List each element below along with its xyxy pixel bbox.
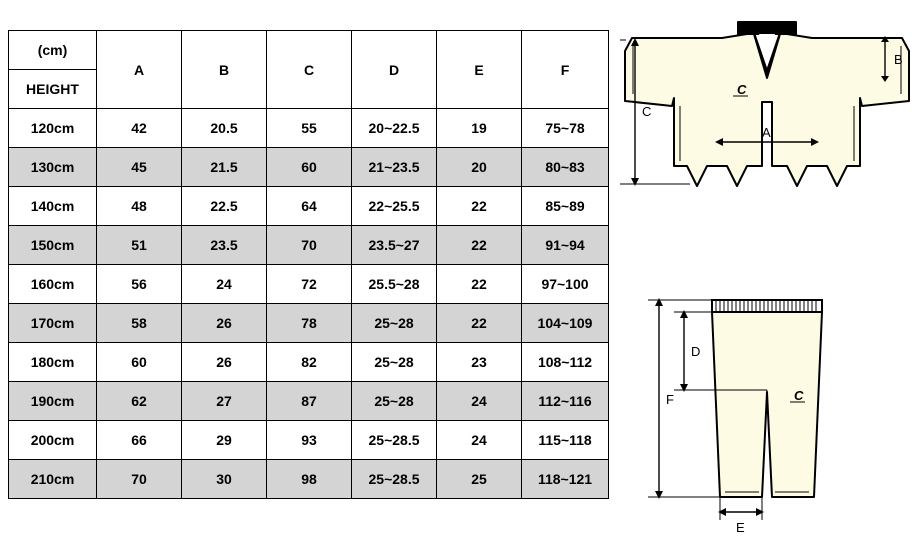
table-row <box>9 265 609 304</box>
pants-waistband <box>712 300 822 312</box>
cell-e: 24 <box>437 421 522 460</box>
cell-d: 25~28.5 <box>352 460 437 499</box>
header-height-label: HEIGHT <box>9 70 97 109</box>
row-height: 150cm <box>9 226 97 265</box>
table-row <box>9 109 609 148</box>
cell-b: 29 <box>182 421 267 460</box>
cell-f: 85~89 <box>522 187 609 226</box>
cell-c: 82 <box>267 343 352 382</box>
table-row <box>9 226 609 265</box>
cell-e: 22 <box>437 265 522 304</box>
cell-a: 62 <box>97 382 182 421</box>
cell-c: 55 <box>267 109 352 148</box>
row-height: 190cm <box>9 382 97 421</box>
header-col-b: B <box>182 31 267 109</box>
cell-a: 58 <box>97 304 182 343</box>
dimension-label-f: F <box>666 392 674 407</box>
dimension-label-d: D <box>691 344 701 359</box>
cell-a: 60 <box>97 343 182 382</box>
cell-d: 25~28 <box>352 343 437 382</box>
table-row <box>9 148 609 187</box>
cell-d: 25~28 <box>352 304 437 343</box>
cell-e: 25 <box>437 460 522 499</box>
header-col-e: E <box>437 31 522 109</box>
header-col-f: F <box>522 31 609 109</box>
table-body <box>9 109 609 499</box>
dimension-e <box>718 498 764 535</box>
row-height: 130cm <box>9 148 97 187</box>
cell-d: 25~28.5 <box>352 421 437 460</box>
cell-a: 48 <box>97 187 182 226</box>
cell-a: 66 <box>97 421 182 460</box>
cell-f: 91~94 <box>522 226 609 265</box>
row-height: 210cm <box>9 460 97 499</box>
cell-b: 26 <box>182 343 267 382</box>
cell-c: 60 <box>267 148 352 187</box>
cell-c: 93 <box>267 421 352 460</box>
jacket-diagram <box>612 6 921 236</box>
cell-d: 20~22.5 <box>352 109 437 148</box>
svg-text:C: C <box>737 82 747 97</box>
cell-e: 22 <box>437 304 522 343</box>
cell-e: 19 <box>437 109 522 148</box>
cell-a: 42 <box>97 109 182 148</box>
cell-d: 25.5~28 <box>352 265 437 304</box>
cell-d: 25~28 <box>352 382 437 421</box>
cell-b: 20.5 <box>182 109 267 148</box>
size-chart-table <box>8 30 609 499</box>
row-height: 170cm <box>9 304 97 343</box>
table-row <box>9 460 609 499</box>
row-height: 140cm <box>9 187 97 226</box>
cell-e: 20 <box>437 148 522 187</box>
dimension-label-a: A <box>762 125 771 140</box>
dimension-label-b: B <box>894 52 903 67</box>
pants-diagram <box>612 282 921 537</box>
size-chart-table-container <box>8 30 608 499</box>
header-col-c: C <box>267 31 352 109</box>
cell-d: 22~25.5 <box>352 187 437 226</box>
cell-a: 45 <box>97 148 182 187</box>
table-row <box>9 304 609 343</box>
cell-a: 56 <box>97 265 182 304</box>
cell-e: 24 <box>437 382 522 421</box>
cell-b: 27 <box>182 382 267 421</box>
cell-b: 24 <box>182 265 267 304</box>
dimension-label-e: E <box>736 520 745 535</box>
header-col-a: A <box>97 31 182 109</box>
cell-c: 87 <box>267 382 352 421</box>
svg-text:C: C <box>794 388 804 403</box>
table-row <box>9 187 609 226</box>
cell-b: 22.5 <box>182 187 267 226</box>
cell-e: 23 <box>437 343 522 382</box>
row-height: 180cm <box>9 343 97 382</box>
cell-a: 70 <box>97 460 182 499</box>
cell-c: 64 <box>267 187 352 226</box>
cell-f: 104~109 <box>522 304 609 343</box>
cell-c: 70 <box>267 226 352 265</box>
cell-f: 97~100 <box>522 265 609 304</box>
pants-shape <box>712 312 822 497</box>
cell-f: 112~116 <box>522 382 609 421</box>
table-row <box>9 421 609 460</box>
cell-c: 72 <box>267 265 352 304</box>
cell-a: 51 <box>97 226 182 265</box>
row-height: 200cm <box>9 421 97 460</box>
table-row <box>9 382 609 421</box>
dimension-label-c: C <box>642 104 652 119</box>
garment-diagrams <box>612 0 921 539</box>
cell-c: 78 <box>267 304 352 343</box>
row-height: 120cm <box>9 109 97 148</box>
cell-f: 115~118 <box>522 421 609 460</box>
cell-d: 21~23.5 <box>352 148 437 187</box>
cell-e: 22 <box>437 187 522 226</box>
cell-b: 21.5 <box>182 148 267 187</box>
table-header <box>9 31 609 109</box>
cell-b: 26 <box>182 304 267 343</box>
cell-b: 30 <box>182 460 267 499</box>
cell-b: 23.5 <box>182 226 267 265</box>
table-row <box>9 343 609 382</box>
cell-f: 108~112 <box>522 343 609 382</box>
cell-f: 75~78 <box>522 109 609 148</box>
cell-d: 23.5~27 <box>352 226 437 265</box>
cell-f: 118~121 <box>522 460 609 499</box>
row-height: 160cm <box>9 265 97 304</box>
cell-f: 80~83 <box>522 148 609 187</box>
cell-c: 98 <box>267 460 352 499</box>
cell-e: 22 <box>437 226 522 265</box>
table-header-row-1 <box>9 31 609 70</box>
header-col-d: D <box>352 31 437 109</box>
header-unit-label: (cm) <box>9 31 97 70</box>
